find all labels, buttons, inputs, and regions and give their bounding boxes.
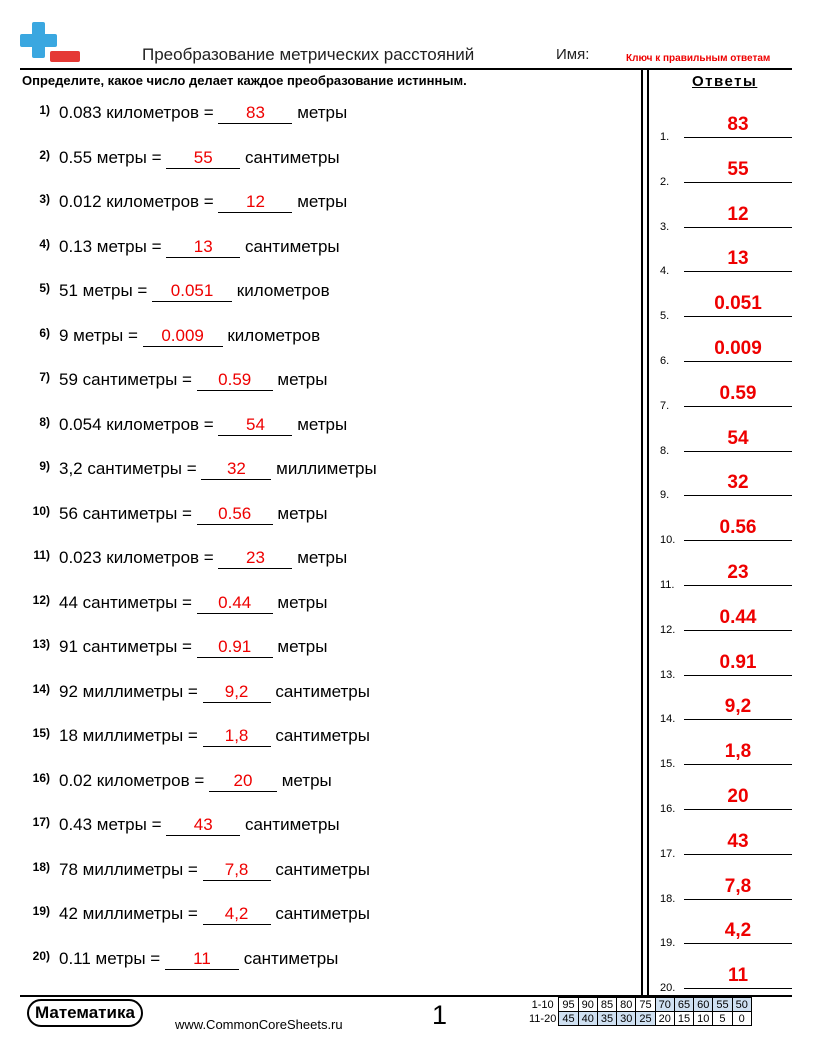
question-row bbox=[22, 370, 632, 396]
answer-line bbox=[684, 227, 792, 228]
answer-line bbox=[684, 316, 792, 317]
answer-number: 10. bbox=[660, 534, 676, 547]
answers-header: Ответы bbox=[692, 73, 758, 90]
answer-line bbox=[684, 630, 792, 631]
score-cell: 95 bbox=[559, 998, 578, 1012]
score-cell: 10 bbox=[694, 1012, 713, 1026]
answer-value[interactable]: 32 bbox=[727, 472, 749, 494]
answer-row bbox=[660, 427, 792, 457]
answer-line bbox=[684, 495, 792, 496]
answer-row bbox=[660, 203, 792, 233]
answer-row bbox=[660, 875, 792, 905]
answer-blank[interactable]: 23 bbox=[218, 548, 292, 569]
question-text bbox=[59, 281, 330, 302]
answer-number: 4. bbox=[660, 265, 670, 278]
answer-number: 5. bbox=[660, 310, 670, 323]
answer-blank[interactable]: 11 bbox=[165, 949, 239, 970]
question-row bbox=[22, 148, 632, 174]
plus-minus-logo-icon bbox=[20, 22, 80, 66]
answer-line bbox=[684, 137, 792, 138]
answer-number: 2. bbox=[660, 175, 670, 188]
answer-number: 1. bbox=[660, 131, 670, 143]
question-row bbox=[22, 593, 632, 619]
question-prompt: 56 сантиметры = bbox=[59, 503, 192, 523]
question-prompt: 18 миллиметры = bbox=[59, 726, 198, 745]
question-text bbox=[59, 637, 327, 658]
answer-value[interactable]: 4,2 bbox=[724, 920, 752, 942]
score-cell: 50 bbox=[732, 998, 751, 1012]
question-text bbox=[59, 237, 340, 258]
question-row bbox=[22, 326, 632, 352]
question-number: 5) bbox=[39, 281, 50, 295]
score-cell: 40 bbox=[578, 1012, 597, 1026]
question-prompt: 3,2 сантиметры = bbox=[59, 459, 197, 478]
question-row bbox=[22, 637, 632, 663]
answer-number: 12. bbox=[660, 623, 676, 636]
question-row bbox=[22, 726, 632, 752]
answer-blank[interactable]: 0.91 bbox=[197, 637, 273, 658]
question-unit: метры bbox=[277, 503, 328, 523]
question-number: 15) bbox=[32, 726, 50, 740]
answer-value[interactable]: 0.051 bbox=[714, 293, 762, 315]
answer-value[interactable]: 9,2 bbox=[724, 696, 752, 718]
question-text bbox=[59, 949, 338, 970]
question-row bbox=[22, 904, 632, 930]
answer-value[interactable]: 0.44 bbox=[719, 606, 757, 628]
score-cell: 80 bbox=[617, 998, 636, 1012]
question-number: 17) bbox=[32, 815, 50, 829]
question-unit: метры bbox=[297, 103, 348, 122]
question-row bbox=[22, 771, 632, 797]
answer-row bbox=[660, 382, 792, 412]
question-row bbox=[22, 860, 632, 886]
answer-line bbox=[684, 406, 792, 407]
question-number: 11) bbox=[33, 548, 50, 562]
question-number: 7) bbox=[39, 370, 50, 384]
question-prompt: 0.083 километров = bbox=[59, 103, 214, 122]
question-unit: километров bbox=[227, 325, 321, 345]
question-unit: миллиметры bbox=[276, 459, 377, 478]
question-prompt: 0.054 километров = bbox=[59, 414, 214, 434]
question-unit: метры bbox=[297, 414, 348, 434]
question-number: 6) bbox=[39, 325, 50, 340]
question-prompt: 0.43 метры = bbox=[59, 815, 162, 834]
score-cell: 65 bbox=[674, 998, 693, 1012]
answer-row bbox=[660, 606, 792, 636]
answer-line bbox=[684, 943, 792, 944]
question-row bbox=[22, 415, 632, 441]
answer-line bbox=[684, 809, 792, 810]
question-prompt: 0.11 метры = bbox=[59, 948, 161, 968]
answer-row bbox=[660, 920, 792, 950]
question-number: 2) bbox=[39, 147, 50, 162]
answer-number: 3. bbox=[660, 220, 670, 233]
answer-row bbox=[660, 338, 792, 367]
question-unit: сантиметры bbox=[275, 904, 370, 923]
answer-blank[interactable]: 32 bbox=[201, 459, 271, 480]
question-text bbox=[59, 103, 347, 124]
question-text bbox=[59, 548, 347, 569]
question-text bbox=[59, 504, 327, 525]
question-prompt: 0.02 километров = bbox=[59, 770, 205, 790]
instructions: Определите, какое число делает каждое преобразование истинным. bbox=[22, 73, 467, 88]
score-cell: 60 bbox=[694, 998, 713, 1012]
question-number: 20) bbox=[32, 948, 50, 963]
answer-value[interactable]: 0.91 bbox=[719, 651, 757, 673]
question-number: 19) bbox=[32, 904, 50, 918]
question-row bbox=[22, 192, 632, 218]
question-row bbox=[22, 504, 632, 530]
answer-blank[interactable]: 83 bbox=[218, 103, 292, 124]
answer-row bbox=[660, 293, 792, 323]
question-text bbox=[59, 326, 320, 347]
answer-row bbox=[660, 114, 792, 143]
score-cell: 15 bbox=[674, 1012, 693, 1026]
answer-number: 8. bbox=[660, 444, 670, 457]
score-cell: 25 bbox=[636, 1012, 655, 1026]
answer-key-label: Ключ к правильным ответам bbox=[626, 53, 771, 64]
answer-row bbox=[660, 651, 792, 681]
score-cell: 85 bbox=[597, 998, 616, 1012]
answer-blank[interactable]: 1,8 bbox=[203, 726, 271, 747]
question-prompt: 51 метры = bbox=[59, 281, 148, 300]
question-number: 8) bbox=[39, 414, 50, 429]
answer-number: 11. bbox=[660, 579, 675, 591]
worksheet-title: Преобразование метрических расстояний bbox=[142, 45, 475, 64]
answer-line bbox=[684, 540, 792, 541]
question-number: 9) bbox=[39, 459, 50, 473]
page-number: 1 bbox=[432, 1000, 448, 1030]
answer-row bbox=[660, 472, 792, 502]
answer-line bbox=[684, 451, 792, 452]
column-divider bbox=[647, 68, 649, 995]
question-unit: сантиметры bbox=[275, 681, 370, 701]
answer-number: 13. bbox=[660, 668, 676, 681]
question-unit: сантиметры bbox=[244, 147, 340, 167]
answer-line bbox=[684, 585, 792, 586]
answer-number: 18. bbox=[660, 892, 676, 905]
question-text bbox=[59, 771, 332, 792]
question-number: 13) bbox=[32, 637, 50, 651]
answer-row bbox=[660, 248, 792, 278]
answer-line bbox=[684, 675, 792, 676]
answer-row bbox=[660, 830, 792, 860]
answer-blank[interactable]: 0.009 bbox=[143, 326, 223, 347]
answer-value[interactable]: 7,8 bbox=[724, 875, 752, 897]
score-table bbox=[529, 997, 752, 1026]
answer-row bbox=[660, 786, 792, 815]
answer-row bbox=[660, 696, 792, 726]
answer-line bbox=[684, 764, 792, 765]
column-divider bbox=[641, 68, 643, 995]
score-row-label: 1-10 bbox=[531, 998, 554, 1011]
question-number: 18) bbox=[32, 859, 50, 874]
answer-blank[interactable]: 43 bbox=[166, 815, 240, 836]
question-text bbox=[59, 459, 377, 480]
answer-blank[interactable]: 4,2 bbox=[203, 904, 271, 925]
question-prompt: 0.55 метры = bbox=[59, 147, 162, 167]
answer-row bbox=[660, 965, 792, 995]
header-divider bbox=[20, 68, 792, 70]
question-number: 1) bbox=[39, 103, 50, 117]
score-cell: 90 bbox=[578, 998, 597, 1012]
question-row bbox=[22, 949, 632, 975]
score-cell: 30 bbox=[617, 1012, 636, 1026]
question-unit: сантиметры bbox=[275, 726, 370, 745]
question-text bbox=[59, 860, 370, 881]
answer-row bbox=[660, 562, 792, 591]
score-cell: 45 bbox=[559, 1012, 578, 1026]
answer-blank[interactable]: 0.44 bbox=[197, 593, 273, 614]
question-unit: метры bbox=[277, 637, 328, 656]
answer-line bbox=[684, 271, 792, 272]
score-cell: 0 bbox=[732, 1012, 751, 1026]
question-prompt: 0.13 метры = bbox=[59, 236, 162, 256]
answer-number: 16. bbox=[660, 803, 676, 815]
answer-blank[interactable]: 7,8 bbox=[203, 860, 271, 881]
question-text bbox=[59, 148, 340, 169]
question-text bbox=[59, 370, 327, 391]
question-unit: сантиметры bbox=[244, 236, 340, 256]
question-prompt: 42 миллиметры = bbox=[59, 904, 198, 923]
question-text bbox=[59, 415, 347, 436]
name-label: Имя: bbox=[556, 46, 590, 63]
question-number: 4) bbox=[39, 236, 50, 251]
question-prompt: 0.023 километров = bbox=[59, 548, 214, 567]
answer-value[interactable]: 0.59 bbox=[719, 382, 757, 404]
question-number: 12) bbox=[32, 592, 50, 607]
answer-value[interactable]: 13 bbox=[727, 248, 749, 270]
question-number: 3) bbox=[39, 192, 50, 206]
question-row bbox=[22, 548, 632, 574]
score-row-label: 11-20 bbox=[529, 1012, 557, 1025]
question-row bbox=[22, 281, 632, 307]
answer-value[interactable]: 0.009 bbox=[714, 338, 762, 359]
question-text bbox=[59, 726, 370, 747]
answer-line bbox=[684, 719, 792, 720]
question-prompt: 44 сантиметры = bbox=[59, 592, 192, 612]
answer-blank[interactable]: 12 bbox=[218, 192, 292, 213]
answer-row bbox=[660, 517, 792, 547]
question-unit: метры bbox=[297, 192, 348, 211]
answer-blank[interactable]: 0.051 bbox=[152, 281, 232, 302]
answer-value[interactable]: 20 bbox=[727, 786, 749, 807]
answer-number: 7. bbox=[660, 399, 670, 412]
score-row bbox=[529, 1012, 751, 1026]
answer-blank[interactable]: 0.59 bbox=[197, 370, 273, 391]
question-unit: метры bbox=[277, 370, 328, 389]
question-prompt: 0.012 километров = bbox=[59, 192, 214, 211]
site-url[interactable]: www.CommonCoreSheets.ru bbox=[175, 1017, 343, 1032]
question-row bbox=[22, 237, 632, 263]
question-unit: сантиметры bbox=[244, 815, 340, 834]
answer-value[interactable]: 83 bbox=[727, 114, 749, 135]
question-unit: метры bbox=[297, 548, 348, 567]
question-prompt: 92 миллиметры = bbox=[59, 681, 198, 701]
question-row bbox=[22, 682, 632, 708]
question-unit: сантиметры bbox=[243, 948, 339, 968]
answer-blank[interactable]: 13 bbox=[166, 237, 240, 258]
question-prompt: 9 метры = bbox=[59, 325, 138, 345]
score-cell: 5 bbox=[713, 1012, 732, 1026]
answer-value[interactable]: 11 bbox=[727, 965, 749, 987]
question-prompt: 91 сантиметры = bbox=[59, 637, 192, 656]
score-cell: 20 bbox=[655, 1012, 674, 1026]
answer-row bbox=[660, 741, 792, 771]
score-cell: 70 bbox=[655, 998, 674, 1012]
question-number: 16) bbox=[32, 770, 50, 785]
answer-blank[interactable]: 55 bbox=[166, 148, 240, 169]
answer-value[interactable]: 55 bbox=[727, 158, 749, 180]
answer-number: 20. bbox=[660, 982, 676, 995]
score-cell: 55 bbox=[713, 998, 732, 1012]
question-unit: километров bbox=[236, 281, 330, 300]
answer-blank[interactable]: 54 bbox=[218, 415, 292, 436]
question-prompt: 59 сантиметры = bbox=[59, 370, 192, 389]
answer-number: 14. bbox=[660, 713, 676, 726]
question-row bbox=[22, 103, 632, 129]
answer-number: 15. bbox=[660, 758, 676, 771]
question-prompt: 78 миллиметры = bbox=[59, 859, 198, 879]
question-number: 14) bbox=[32, 681, 50, 696]
answer-line bbox=[684, 361, 792, 362]
answer-value[interactable]: 12 bbox=[727, 203, 749, 225]
question-unit: сантиметры bbox=[275, 859, 370, 879]
subject-badge: Математика bbox=[27, 999, 143, 1027]
question-number: 10) bbox=[32, 503, 50, 518]
answer-number: 19. bbox=[660, 937, 676, 950]
question-text bbox=[59, 904, 370, 925]
answer-row bbox=[660, 158, 792, 188]
question-text bbox=[59, 815, 340, 836]
score-row bbox=[529, 998, 751, 1012]
answer-value[interactable]: 23 bbox=[727, 562, 749, 583]
answer-line bbox=[684, 182, 792, 183]
question-text bbox=[59, 192, 347, 213]
answer-number: 17. bbox=[660, 847, 676, 860]
score-cell: 35 bbox=[597, 1012, 616, 1026]
answer-value[interactable]: 43 bbox=[727, 830, 749, 852]
question-text bbox=[59, 593, 327, 614]
answer-value[interactable]: 0.56 bbox=[719, 517, 757, 539]
answer-blank[interactable]: 20 bbox=[209, 771, 277, 792]
answer-number: 6. bbox=[660, 355, 670, 367]
question-row bbox=[22, 815, 632, 841]
answer-number: 9. bbox=[660, 489, 670, 502]
answer-line bbox=[684, 854, 792, 855]
answer-blank[interactable]: 0.56 bbox=[197, 504, 273, 525]
answer-blank[interactable]: 9,2 bbox=[203, 682, 271, 703]
answer-value[interactable]: 54 bbox=[727, 427, 749, 449]
answer-line bbox=[684, 899, 792, 900]
answer-value[interactable]: 1,8 bbox=[724, 741, 752, 763]
answer-line bbox=[684, 988, 792, 989]
question-row bbox=[22, 459, 632, 485]
question-text bbox=[59, 682, 370, 703]
question-unit: метры bbox=[281, 770, 332, 790]
question-unit: метры bbox=[277, 592, 328, 612]
score-cell: 75 bbox=[636, 998, 655, 1012]
